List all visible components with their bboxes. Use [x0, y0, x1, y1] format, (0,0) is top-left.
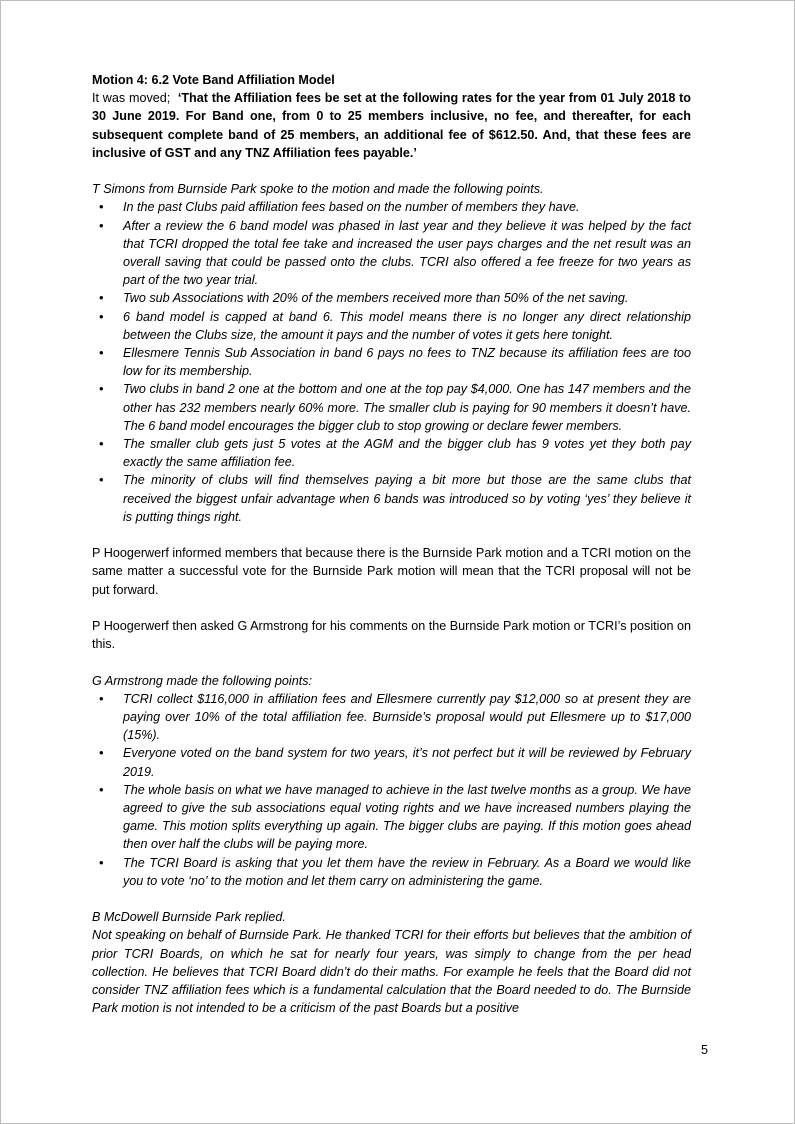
armstrong-points-list: [92, 690, 691, 890]
list-item: • 6 band model is capped at band 6. This model means there is no longer any direct relationship between the Clubs size, the amount it pays and the number of votes it gets here tonight.: [92, 308, 691, 344]
motion-heading: Motion 4: 6.2 Vote Band Affiliation Model: [92, 73, 335, 87]
list-item: • Two clubs in band 2 one at the bottom and one at the top pay $4,000. One has 147 members and the other has 232 members nearly 60% more. The smaller club is paying for 90 members it doesn’t have. The 6 band model encourages the bigger club to stop growing or declare fewer members.: [92, 380, 691, 435]
hoogerwerf-paragraph-1: P Hoogerwerf informed members that because there is the Burnside Park motion and a TCRI motion on the same matter a successful vote for the Burnside Park motion will mean that the TCRI proposal will not be put forward.: [92, 546, 691, 597]
list-item: • The TCRI Board is asking that you let them have the review in February. As a Board we would like you to vote ‘no’ to the motion and let them carry on administering the game.: [92, 854, 691, 890]
list-item: • Ellesmere Tennis Sub Association in band 6 pays no fees to TNZ because its affiliation fees are too low for its membership.: [92, 344, 691, 380]
armstrong-intro: G Armstrong made the following points:: [92, 673, 313, 688]
simons-intro: T Simons from Burnside Park spoke to the motion and made the following points.: [92, 182, 544, 197]
moved-intro: It was moved;: [92, 91, 171, 106]
list-item: • Everyone voted on the band system for two years, it’s not perfect but it will be reviewed by February 2019.: [92, 744, 691, 780]
list-item: • After a review the 6 band model was phased in last year and they believe it was helped by the fact that TCRI dropped the total fee take and increased the user pays charges and the net result was an overall saving that could be passed onto the clubs. TCRI also offered a fee freeze for two years as part of the two year trial.: [92, 217, 691, 290]
list-item: • The smaller club gets just 5 votes at the AGM and the bigger club has 9 votes yet they both pay exactly the same affiliation fee.: [92, 435, 691, 471]
motion-statement: [92, 89, 691, 162]
list-item: • The whole basis on what we have managed to achieve in the last twelve months as a group. We have agreed to give the sub associations equal voting rights and we have increased numbers playing the game. This motion splits everything up again. The bigger clubs are paying. If this motion goes ahead then over half the clubs will be paying more.: [92, 781, 691, 854]
simons-points-list: [92, 198, 691, 526]
page-content: [92, 71, 691, 1017]
list-item: • The minority of clubs will find themselves paying a bit more but those are the same clubs that received the biggest unfair advantage when 6 bands was introduced so by voting ‘yes’ they believe it is putting things right.: [92, 471, 691, 526]
page-number: 5: [701, 1043, 709, 1057]
list-item: • Two sub Associations with 20% of the members received more than 50% of the net saving.: [92, 289, 691, 307]
list-item: • In the past Clubs paid affiliation fees based on the number of members they have.: [92, 198, 691, 216]
list-item: • TCRI collect $116,000 in affiliation fees and Ellesmere currently pay $12,000 so at present they are paying over 10% of the total affiliation fee. Burnside’s proposal would put Ellesmere up to $17,000 (15%).: [92, 690, 691, 745]
motion-text: ‘That the Affiliation fees be set at the following rates for the year from 01 July 2018 to 30 June 2019. For Band one, from 0 to 25 members inclusive, no fee, and thereafter, for each subsequent complete band of 25 members, an additional fee of $612.50. And, that these fees are inclusive of GST and any TNZ Affiliation fees payable.’: [92, 91, 691, 160]
mcdowell-intro: B McDowell Burnside Park replied.: [92, 910, 286, 925]
mcdowell-paragraph: Not speaking on behalf of Burnside Park. He thanked TCRI for their efforts but believes that the ambition of prior TCRI Boards, on which he sat for nearly four years, was simply to change from the per head collection. He believes that TCRI Board didn’t do their maths. For example he feels that the Board did not consider TNZ affiliation fees which is a fundamental calculation that the Board needed to do. The Burnside Park motion is not intended to be a criticism of the past Boards but a positive: [92, 928, 691, 1016]
hoogerwerf-paragraph-2: P Hoogerwerf then asked G Armstrong for his comments on the Burnside Park motion or TCRI’s position on this.: [92, 619, 691, 652]
